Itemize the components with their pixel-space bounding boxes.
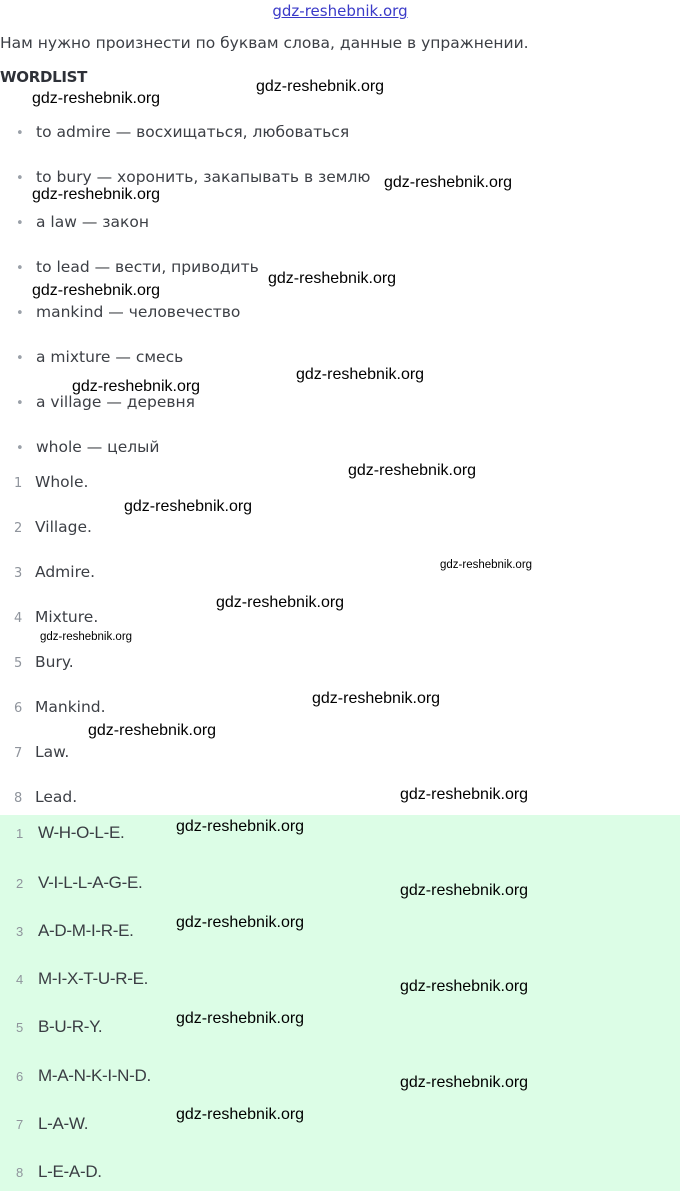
- watermark: gdz-reshebnik.org: [400, 786, 529, 803]
- watermark: gdz-reshebnik.org: [176, 914, 305, 931]
- spelling-item: 5 B-U-R-Y.: [16, 1017, 103, 1036]
- answer-item: 3 Admire.: [14, 563, 96, 581]
- bullet-icon: •: [16, 396, 24, 411]
- watermark: gdz-reshebnik.org: [88, 722, 217, 739]
- wordlist-item: • a village — деревня: [16, 393, 195, 411]
- answer-item: 4 Mixture.: [14, 608, 99, 626]
- bullet-icon: •: [16, 441, 24, 456]
- wordlist-item: • to bury — хоронить, закапывать в землю: [16, 168, 371, 186]
- watermark: gdz-reshebnik.org: [440, 559, 533, 571]
- watermark: gdz-reshebnik.org: [256, 78, 385, 95]
- bullet-icon: •: [16, 261, 24, 276]
- wordlist-item: • a law — закон: [16, 213, 149, 231]
- answer-item: 2 Village.: [14, 518, 92, 536]
- answer-item: 5 Bury.: [14, 653, 74, 671]
- watermark: gdz-reshebnik.org: [32, 282, 161, 299]
- spelling-item: 8 L-E-A-D.: [16, 1162, 102, 1181]
- bullet-icon: •: [16, 171, 24, 186]
- wordlist-item: • whole — целый: [16, 438, 160, 456]
- answer-item: 8 Lead.: [14, 788, 78, 806]
- spelling-item: 3 A-D-M-I-R-E.: [16, 921, 134, 940]
- watermark: gdz-reshebnik.org: [312, 690, 441, 707]
- watermark: gdz-reshebnik.org: [176, 818, 305, 835]
- watermark: gdz-reshebnik.org: [40, 631, 133, 643]
- answer-item: 1 Whole.: [14, 473, 89, 491]
- watermark: gdz-reshebnik.org: [32, 186, 161, 203]
- wordlist-item: • to lead — вести, приводить: [16, 258, 259, 276]
- watermark: gdz-reshebnik.org: [400, 1074, 529, 1091]
- watermark: gdz-reshebnik.org: [176, 1010, 305, 1027]
- spelling-item: 1 W-H-O-L-E.: [16, 823, 125, 842]
- spelling-item: 4 M-I-X-T-U-R-E.: [16, 969, 149, 988]
- wordlist-item: • a mixture — смесь: [16, 348, 184, 366]
- answer-item: 6 Mankind.: [14, 698, 106, 716]
- watermark: gdz-reshebnik.org: [384, 174, 513, 191]
- wordlist-item: • mankind — человечество: [16, 303, 241, 321]
- watermark: gdz-reshebnik.org: [216, 594, 345, 611]
- bullet-icon: •: [16, 351, 24, 366]
- watermark: gdz-reshebnik.org: [400, 978, 529, 995]
- spelling-item: 7 L-A-W.: [16, 1114, 89, 1133]
- watermark: gdz-reshebnik.org: [400, 882, 529, 899]
- answer-item: 7 Law.: [14, 743, 70, 761]
- watermark: gdz-reshebnik.org: [32, 90, 161, 107]
- bullet-icon: •: [16, 306, 24, 321]
- intro-text: Нам нужно произнести по буквам слова, данные в упражнении.: [0, 34, 529, 52]
- watermark: gdz-reshebnik.org: [296, 366, 425, 383]
- answer-panel: [0, 815, 680, 1191]
- watermark: gdz-reshebnik.org: [124, 498, 253, 515]
- wordlist-item: • to admire — восхищаться, любоваться: [16, 123, 350, 141]
- bullet-icon: •: [16, 126, 24, 141]
- spelling-item: 2 V-I-L-L-A-G-E.: [16, 873, 143, 892]
- bullet-icon: •: [16, 216, 24, 231]
- watermark: gdz-reshebnik.org: [348, 462, 477, 479]
- site-link[interactable]: gdz-reshebnik.org: [272, 2, 408, 20]
- watermark: gdz-reshebnik.org: [268, 270, 397, 287]
- spelling-item: 6 M-A-N-K-I-N-D.: [16, 1066, 151, 1085]
- watermark: gdz-reshebnik.org: [176, 1106, 305, 1123]
- wordlist-heading: WORDLIST: [0, 68, 88, 86]
- watermark: gdz-reshebnik.org: [72, 378, 201, 395]
